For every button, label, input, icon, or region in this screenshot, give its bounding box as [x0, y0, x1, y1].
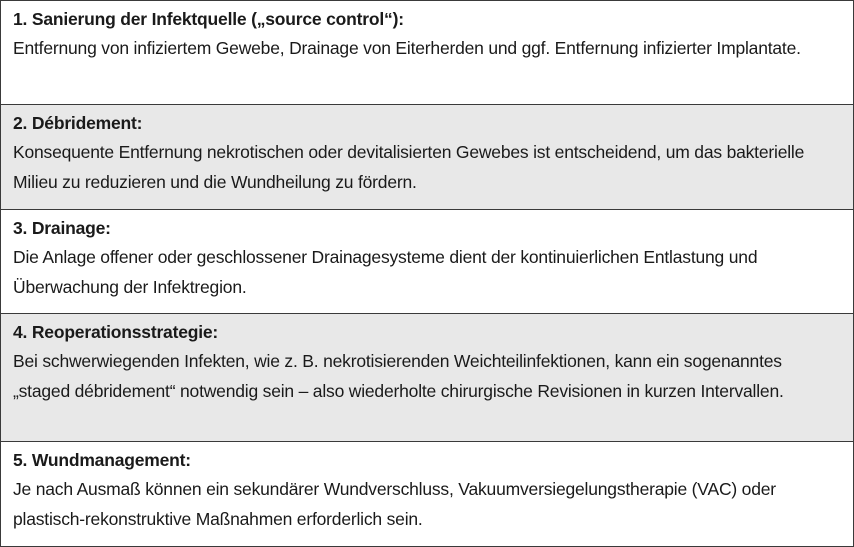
row-text: Konsequente Entfernung nekrotischen oder devitalisierten Gewebes ist entscheidend, um das bakterielle Milieu zu reduzieren und die Wundheilung zu fördern. [13, 142, 805, 192]
table-row-drainage [1, 209, 853, 313]
row-text: Je nach Ausmaß können ein sekundärer Wundverschluss, Vakuumversiegelungstherapie (VAC) oder plastisch-rekonstruktive Maßnahmen erforderlich sein. [13, 479, 776, 529]
table-row-debridement [1, 104, 853, 209]
table-row-reoperation [1, 313, 853, 441]
row-text: Bei schwerwiegenden Infekten, wie z. B. nekrotisierenden Weichteilinfektionen, kann ein sogenanntes „staged débridement“ notwendig sein – also wiederholte chirurgische Revisionen in kurzen Intervallen. [13, 351, 784, 401]
row-title: 4. Reoperationsstrategie: [13, 322, 219, 342]
row-title: 5. Wundmanagement: [13, 450, 191, 470]
table-row-wound-management [1, 441, 853, 546]
row-title: 2. Débridement: [13, 113, 143, 133]
row-text: Die Anlage offener oder geschlossener Drainagesysteme dient der kontinuierlichen Entlastung und Überwachung der Infektregion. [13, 247, 758, 297]
table-row-source-control [1, 1, 853, 104]
row-title: 1. Sanierung der Infektquelle („source control“): [13, 9, 404, 29]
row-title: 3. Drainage: [13, 218, 111, 238]
row-text: Entfernung von infiziertem Gewebe, Drainage von Eiterherden und ggf. Entfernung infizierter Implantate. [13, 38, 801, 58]
